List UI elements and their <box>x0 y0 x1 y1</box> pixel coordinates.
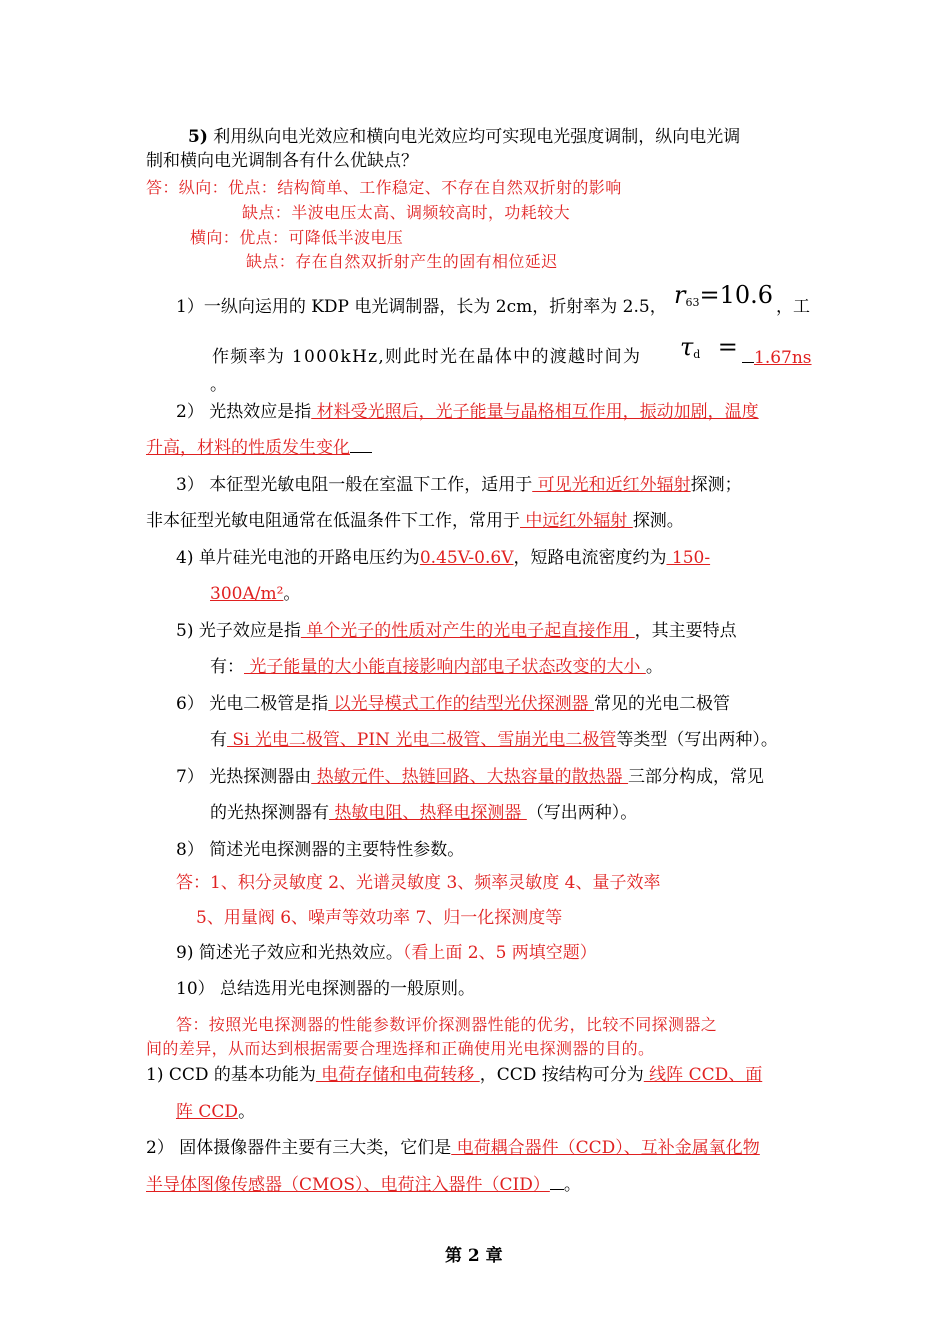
item2-line2: 升高，材料的性质发生变化 <box>146 436 372 459</box>
item1-answer: 1.67ns <box>742 346 812 369</box>
item4-line1: 4) 单片硅光电池的开路电压约为0.45V-0.6V，短路电流密度约为 150- <box>176 548 711 568</box>
ccd-item1-line2: 阵 CCD。 <box>176 1102 256 1122</box>
item6-line1: 6） 光电二极管是指 以光导模式工作的结型光伏探测器 常见的光电二极管 <box>176 694 731 714</box>
q5-line1: 5) 利用纵向电光效应和横向电光效应均可实现电光强度调制，纵向电光调 <box>188 127 741 147</box>
item1-line2: 作频率为 1000kHz,则此时光在晶体中的渡越时间为 <box>212 347 642 367</box>
item5-line2: 有： 光子能量的大小能直接影响内部电子状态改变的大小 。 <box>210 657 663 677</box>
item1-end: 。 <box>210 375 227 395</box>
ccd-item2-line2: 半导体图像传感器（CMOS）、电荷注入器件（CID） 。 <box>146 1175 581 1195</box>
ccd-item1-line1: 1) CCD 的基本功能为 电荷存储和电荷转移 ，CCD 按结构可分为 线阵 CCD、面 <box>146 1065 763 1085</box>
item9-question: 9) 简述光子效应和光热效应。（看上面 2、5 两填空题） <box>176 943 597 963</box>
chapter-heading: 第 2 章 <box>445 1246 503 1266</box>
q5-answer-3: 横向：优点：可降低半波电压 <box>190 228 404 247</box>
item3-line2: 非本征型光敏电阻通常在低温条件下工作，常用于 中远红外辐射 探测。 <box>146 511 684 531</box>
item8-answer-1: 答：1、积分灵敏度 2、光谱灵敏度 3、频率灵敏度 4、量子效率 <box>176 873 661 893</box>
item10-question: 10） 总结选用光电探测器的一般原则。 <box>176 979 476 999</box>
item7-line1: 7） 光热探测器由 热敏元件、热链回路、大热容量的散热器 三部分构成，常见 <box>176 767 765 787</box>
item1-tail: ，工 <box>776 297 810 317</box>
item7-line2: 的光热探测器有 热敏电阻、热释电探测器 （写出两种）。 <box>210 803 638 823</box>
item6-line2: 有 Si 光电二极管、PIN 光电二极管、雪崩光电二极管等类型（写出两种）。 <box>210 730 778 750</box>
q5-answer-1: 答：纵向：优点：结构简单、工作稳定、不存在自然双折射的影响 <box>146 178 622 197</box>
item8-answer-2: 5、用量阀 6、噪声等效功率 7、归一化探测度等 <box>196 908 563 928</box>
item10-answer-2: 间的差异，从而达到根据需要合理选择和正确使用光电探测器的目的。 <box>146 1039 655 1058</box>
r63-formula: $r_{63}=10.6$ <box>674 281 774 309</box>
item1-line1: 1）一纵向运用的 KDP 电光调制器，长为 2cm，折射率为 2.5， <box>176 297 667 317</box>
q5-line2: 制和横向电光调制各有什么优缺点？ <box>146 151 418 171</box>
item3-line1: 3） 本征型光敏电阻一般在室温下工作，适用于 可见光和近红外辐射探测； <box>176 475 742 495</box>
q5-answer-4: 缺点：存在自然双折射产生的固有相位延迟 <box>246 252 558 271</box>
item8-question: 8） 简述光电探测器的主要特性参数。 <box>176 840 465 860</box>
tau-formula: $\tau_d$ = <box>680 333 738 361</box>
ccd-item2-line1: 2） 固体摄像器件主要有三大类，它们是 电荷耦合器件（CCD）、互补金属氧化物 <box>146 1138 760 1158</box>
item5-line1: 5) 光子效应是指 单个光子的性质对产生的光电子起直接作用 ，其主要特点 <box>176 621 737 641</box>
item10-answer-1: 答：按照光电探测器的性能参数评价探测器性能的优劣，比较不同探测器之 <box>176 1015 718 1034</box>
item2-line1: 2） 光热效应是指 材料受光照后，光子能量与晶格相互作用，振动加剧，温度 <box>176 402 759 422</box>
item4-line2: 300A/m²。 <box>210 584 301 604</box>
q5-answer-2: 缺点：半波电压太高、调频较高时，功耗较大 <box>242 203 571 222</box>
